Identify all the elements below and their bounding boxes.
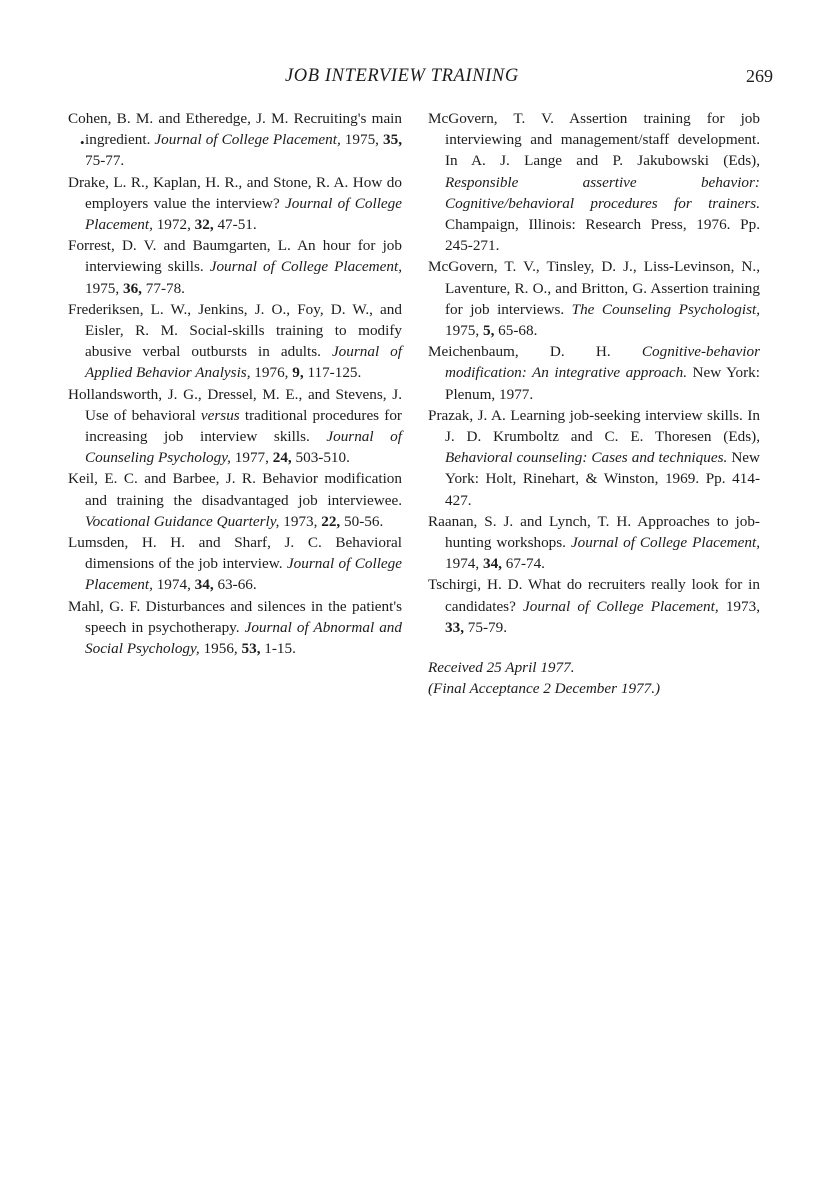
reference-pre: Mahl, G. F. Disturbances and silences in the patient's speech in psychotherapy. bbox=[68, 597, 402, 636]
reference-entry bbox=[68, 468, 402, 532]
reference-entry bbox=[428, 256, 760, 341]
reference-journal: Journal of College Placement, bbox=[154, 131, 341, 149]
reference-post: 1-15. bbox=[260, 640, 296, 658]
references-right-column bbox=[428, 108, 760, 699]
reference-pre: Drake, L. R., Kaplan, H. R., and Stone, R. A. How do employers value the interview? bbox=[68, 173, 402, 212]
reference-mid: 1977, bbox=[230, 449, 273, 467]
reference-journal: Responsible assertive behavior: Cognitive/behavioral procedures for trainers. bbox=[445, 173, 760, 212]
reference-em: versus bbox=[200, 406, 240, 424]
reference-vol: 34, bbox=[194, 576, 214, 594]
reference-pre: Frederiksen, L. W., Jenkins, J. O., Foy, D. W., and Eisler, R. M. Social-skills training to modify abusive verbal outbursts in adults. bbox=[68, 300, 402, 361]
reference-entry bbox=[428, 574, 760, 638]
reference-pre: Lumsden, H. H. and Sharf, J. C. Behavioral dimensions of the job interview. bbox=[68, 534, 402, 573]
reference-post: 67-74. bbox=[501, 555, 545, 573]
running-head: JOB INTERVIEW TRAINING bbox=[285, 66, 519, 86]
reference-journal: Journal of College Placement, bbox=[523, 597, 719, 615]
reference-pre: Forrest, D. V. and Baumgarten, L. An hour for job interviewing skills. bbox=[68, 237, 402, 276]
reference-entry bbox=[428, 341, 760, 405]
reference-entry bbox=[68, 299, 402, 384]
reference-journal: Journal of Abnormal and Social Psychology, bbox=[85, 618, 402, 658]
reference-mid: New York: Holt, Rinehart, & Winston, 1969. Pp. 414-427. bbox=[445, 449, 760, 509]
reference-pre: McGovern, T. V. Assertion training for job interviewing and management/staff development. In A. J. Lange and P. Jakubowski (Eds), bbox=[428, 110, 760, 170]
reference-journal: Journal of College Placement, bbox=[570, 534, 760, 552]
reference-vol: 24, bbox=[272, 449, 292, 467]
reference-post: 63-66. bbox=[213, 576, 257, 594]
reference-mid: 1974, bbox=[445, 555, 483, 573]
references-left-column bbox=[68, 108, 402, 659]
reference-vol: 32, bbox=[194, 216, 214, 234]
reference-mid: 1974, bbox=[152, 576, 195, 594]
reference-journal: Journal of College Placement, bbox=[85, 555, 402, 594]
reference-pre: Keil, E. C. and Barbee, J. R. Behavior modification and training the disadvantaged job interviewee. bbox=[68, 470, 402, 509]
reference-pre2: traditional procedures for increasing job interview skills. bbox=[85, 406, 402, 446]
reference-entry bbox=[428, 405, 760, 511]
reference-pre: McGovern, T. V., Tinsley, D. J., Liss-Levinson, N., Laventure, R. O., and Britton, G. Assertion training for job interviews. bbox=[428, 258, 760, 318]
reference-post: 47-51. bbox=[213, 216, 257, 234]
reference-pre: Meichenbaum, D. H. bbox=[428, 343, 642, 361]
reference-mid: 1972, bbox=[152, 216, 195, 234]
reference-pre: Tschirgi, H. D. What do recruiters really look for in candidates? bbox=[428, 576, 760, 615]
reference-pre: Raanan, S. J. and Lynch, T. H. Approaches to job-hunting workshops. bbox=[428, 512, 760, 552]
reference-journal: Vocational Guidance Quarterly, bbox=[85, 512, 280, 530]
reference-mid: 1975, bbox=[85, 279, 123, 297]
reference-entry bbox=[68, 108, 402, 172]
reference-mid: Champaign, Illinois: Research Press, 1976. Pp. 245-271. bbox=[445, 216, 760, 255]
reference-pre: Prazak, J. A. Learning job-seeking interview skills. In J. D. Krumboltz and C. E. Thoresen (Eds), bbox=[428, 406, 760, 446]
reference-entry bbox=[428, 108, 760, 256]
page-number: 269 bbox=[746, 66, 773, 86]
reference-mid: 1973, bbox=[718, 597, 760, 615]
reference-journal: Journal of College Placement, bbox=[85, 194, 402, 234]
reference-journal: Behavioral counseling: Cases and techniques. bbox=[445, 449, 728, 467]
stray-mark: • bbox=[80, 135, 85, 150]
reference-post: 50-56. bbox=[340, 512, 384, 530]
reference-mid: New York: Plenum, 1977. bbox=[445, 364, 760, 403]
reference-post: 75-79. bbox=[463, 618, 508, 636]
reference-vol: 34, bbox=[482, 555, 502, 573]
reference-post: 117-125. bbox=[303, 364, 362, 382]
reference-post: 77-78. bbox=[141, 279, 185, 297]
reference-mid: 1973, bbox=[279, 512, 322, 530]
final-acceptance-date: (Final Acceptance 2 December 1977.) bbox=[428, 679, 661, 697]
reference-journal: Journal of Counseling Psychology, bbox=[85, 428, 402, 467]
reference-vol: 53, bbox=[241, 640, 261, 658]
reference-mid: 1976, bbox=[250, 364, 293, 382]
reference-vol: 35, bbox=[383, 131, 402, 149]
reference-vol: 33, bbox=[445, 618, 464, 636]
reference-entry bbox=[68, 532, 402, 596]
received-date: Received 25 April 1977. bbox=[428, 659, 575, 677]
reference-vol: 22, bbox=[321, 512, 341, 530]
reference-post: 65-68. bbox=[494, 322, 538, 340]
reference-mid: 1975, bbox=[445, 322, 483, 340]
reference-entry bbox=[68, 235, 402, 299]
reference-post: 503-510. bbox=[291, 449, 350, 467]
reference-mid: 1975, bbox=[340, 131, 384, 149]
reference-journal: Cognitive-behavior modification: An integrative approach. bbox=[445, 343, 760, 382]
reference-pre: Hollandsworth, J. G., Dressel, M. E., and Stevens, J. Use of behavioral bbox=[68, 385, 402, 424]
reference-entry bbox=[68, 384, 402, 469]
reference-journal: Journal of College Placement, bbox=[209, 258, 402, 276]
reference-mid: 1956, bbox=[199, 640, 242, 658]
reference-post: 75-77. bbox=[85, 152, 125, 170]
reference-entry bbox=[68, 596, 402, 660]
reference-pre: Cohen, B. M. and Etheredge, J. M. Recruiting's main ingredient. bbox=[68, 110, 402, 149]
received-note bbox=[428, 658, 760, 699]
reference-entry bbox=[68, 172, 402, 236]
reference-entry bbox=[428, 511, 760, 575]
reference-vol: 36, bbox=[122, 279, 142, 297]
reference-vol: 9, bbox=[292, 364, 304, 382]
reference-journal: Journal of Applied Behavior Analysis, bbox=[85, 343, 402, 382]
reference-vol: 5, bbox=[482, 322, 495, 340]
reference-journal: The Counseling Psychologist, bbox=[571, 300, 760, 318]
